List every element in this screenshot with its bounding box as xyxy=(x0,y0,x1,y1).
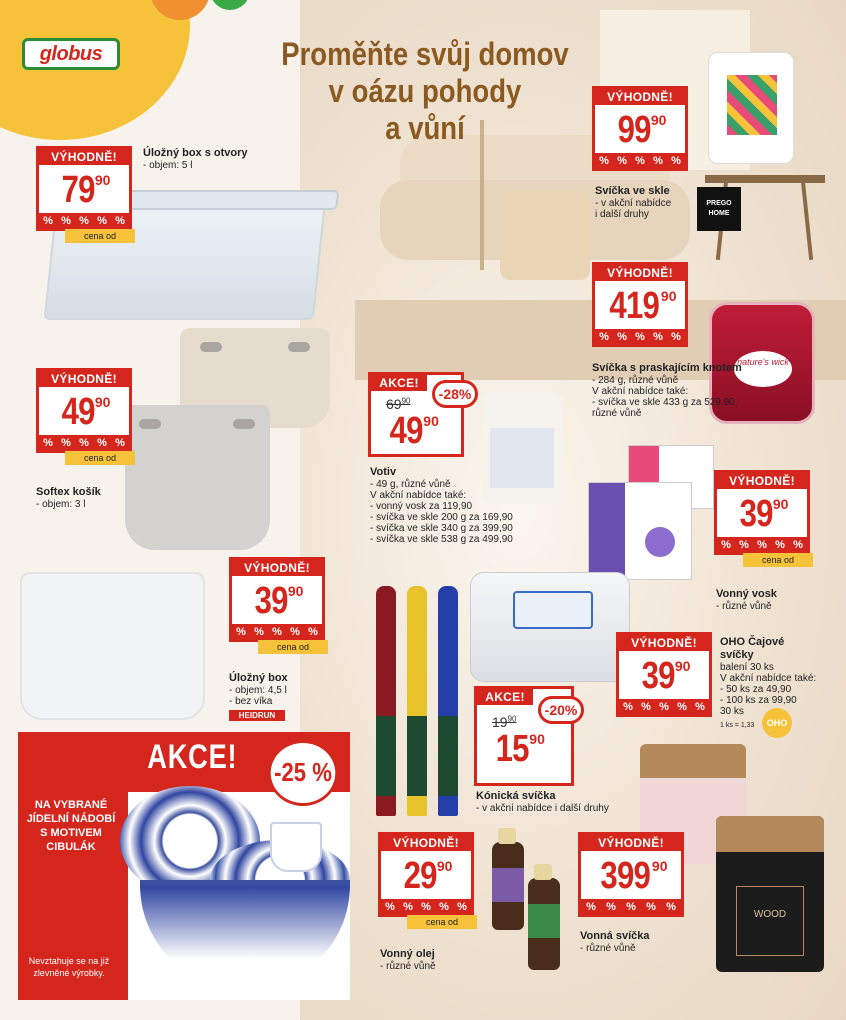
product-desc: Vonný olej - různé vůně xyxy=(380,948,436,972)
price-tag: AKCE! xyxy=(474,686,574,786)
discount-badge: -20% xyxy=(538,696,584,724)
price-tag: VÝHODNĚ! 49 90 % % % % % cena od xyxy=(36,368,132,453)
oil-bottle-image xyxy=(528,878,560,970)
product-desc: Vonná svíčka - různé vůně xyxy=(580,930,650,954)
taper-candle-image xyxy=(438,586,458,816)
heidrun-logo: HEIDRUN xyxy=(229,710,285,721)
product-desc: Votiv - 49 g, různé vůně V akční nabídce také: - vonný vosk za 119,90 - svíčka ve skle 200 g za 169,90 - svíčka ve skle 340 g za 399,90 - svíčka ve skle 538 g za 499,90 xyxy=(370,466,513,545)
product-desc: Úložný box s otvory - objem: 5 l xyxy=(143,147,248,171)
price-tag: VÝHODNĚ! 399 90 % % % % % xyxy=(578,832,684,917)
akce-note: Nevztahuje se na již zlevněné výrobky. xyxy=(28,956,110,978)
tealights-image xyxy=(470,572,630,682)
taper-candle-image xyxy=(407,586,427,816)
basket-grey-image xyxy=(125,405,270,550)
old-price: $69^{90}$ xyxy=(386,396,411,412)
oho-logo: OHO xyxy=(762,708,792,738)
taper-candle-image xyxy=(376,586,396,816)
cup-image xyxy=(270,822,322,872)
oil-bottle-image xyxy=(492,842,524,930)
price-tag: VÝHODNĚ! 39 90 % % % % % cena od xyxy=(229,557,325,642)
product-desc: Svíčka s praskajícím knotem - 284 g, různé vůně V akční nabídce také: - svíčka ve skle 433 g za 529,90, různé vůně xyxy=(592,362,742,419)
price-tag: VÝHODNĚ! 79 90 % % % % % cena od xyxy=(36,146,132,231)
headline-line: a vůní xyxy=(385,110,465,146)
product-desc: Úložný box - objem: 4,5 l - bez víka xyxy=(229,672,288,707)
logo-text: globus xyxy=(39,42,103,65)
headline-line: v oázu pohody xyxy=(328,73,522,109)
product-desc: OHO Čajové svíčky balení 30 ks V akční nabídce také: - 50 ks za 49,90 - 100 ks za 99,90 30 ks 1 ks = 1,33 xyxy=(720,636,817,729)
aromalamp-box-image xyxy=(588,482,692,580)
candle-jar-black-image: WOOD xyxy=(716,816,824,972)
akce-text: NA VYBRANÉ JÍDELNÍ NÁDOBÍ S MOTIVEM CIBULÁK xyxy=(26,799,116,853)
candle-glass-image xyxy=(708,52,794,164)
storage-box-white-image xyxy=(20,572,205,720)
prego-home-logo: PREGO HOME xyxy=(697,187,741,231)
product-desc: Vonný vosk - různé vůně xyxy=(716,588,777,612)
price-value: 15 90 xyxy=(495,728,545,770)
discount-badge: -25 % xyxy=(268,740,338,806)
product-desc: Kónická svíčka - v akční nabídce i další druhy xyxy=(476,790,609,814)
price-tag: VÝHODNĚ! 39 90 % % % % % cena od xyxy=(714,470,810,555)
price-tag: VÝHODNĚ! 39 90 % % % % % xyxy=(616,632,712,717)
headline-line: Proměňte svůj domov xyxy=(281,36,569,72)
page-headline xyxy=(266,36,584,147)
price-value: 49 90 xyxy=(389,410,439,452)
globus-logo[interactable] xyxy=(22,38,120,70)
price-tag: AKCE! xyxy=(368,372,464,457)
candle-red-image: nature's wick xyxy=(709,302,815,424)
blanket xyxy=(500,190,590,280)
discount-badge: -28% xyxy=(432,380,478,408)
price-tag: VÝHODNĚ! 99 90 % % % % % xyxy=(592,86,688,171)
product-desc: Svíčka ve skle - v akční nabídce i další druhy xyxy=(595,185,672,220)
akce-title: AKCE! xyxy=(147,738,238,776)
price-tag: VÝHODNĚ! 419 90 % % % % % xyxy=(592,262,688,347)
price-tag: VÝHODNĚ! 29 90 % % % % % cena od xyxy=(378,832,474,917)
product-desc: Softex košík - objem: 3 l xyxy=(36,486,101,510)
old-price: $19^{90}$ xyxy=(492,714,517,730)
